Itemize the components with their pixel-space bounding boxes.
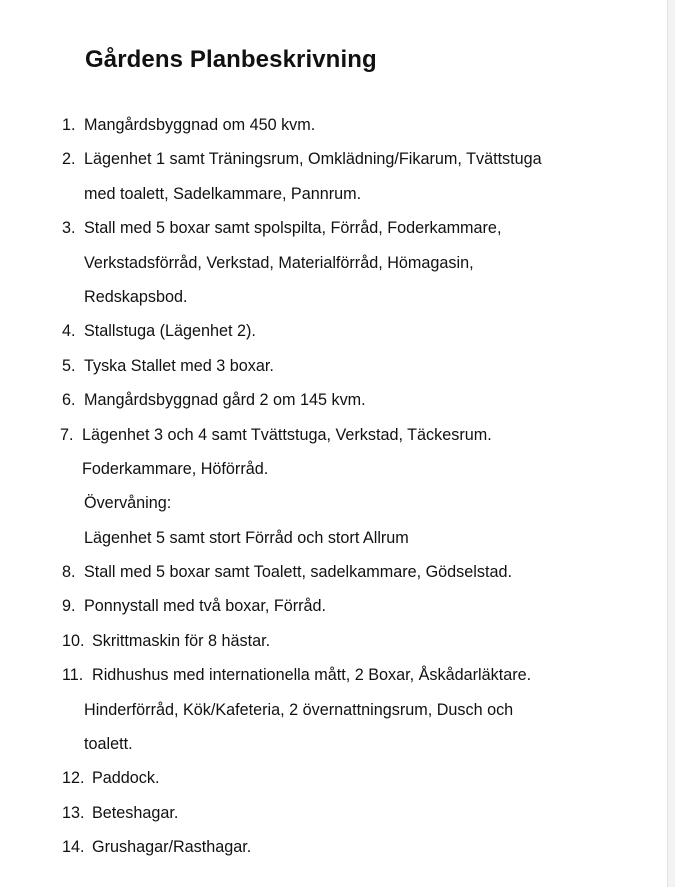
item-number: 12. [62, 769, 85, 788]
item-text: Ridhushus med internationella mått, 2 Boxar, Åskådarläktare. [92, 666, 532, 685]
item-text: Redskapsbod. [84, 287, 188, 306]
item-number: 13. [62, 803, 85, 822]
list-item-continuation [0, 521, 667, 555]
item-number: 2. [62, 150, 76, 169]
item-text: Lägenhet 1 samt Träningsrum, Omklädning/Fikarum, Tvättstuga [84, 150, 542, 169]
list-item [0, 555, 667, 589]
item-text: Mangårdsbyggnad gård 2 om 145 kvm. [84, 391, 366, 410]
list-item-continuation [0, 452, 667, 486]
item-number: 10. [62, 631, 85, 650]
item-text: Stall med 5 boxar samt Toalett, sadelkammare, Gödselstad. [84, 563, 512, 582]
item-number: 9. [62, 597, 76, 616]
list-item [0, 418, 667, 452]
item-subheading: Övervåning: [84, 494, 172, 513]
item-number: 4. [62, 322, 76, 341]
list-item-continuation [0, 693, 667, 727]
item-text: Grushagar/Rasthagar. [92, 838, 252, 857]
item-number: 8. [62, 563, 76, 582]
item-number: 14. [62, 838, 85, 857]
list-item-continuation [0, 246, 667, 280]
item-text: toalett. [84, 735, 133, 754]
item-text: Mangårdsbyggnad om 450 kvm. [84, 116, 316, 134]
list-item [0, 314, 667, 348]
item-text: Verkstadsförråd, Verkstad, Materialförråd, Hömagasin, [84, 253, 474, 272]
list-item-continuation [0, 280, 667, 314]
list-item [0, 796, 667, 830]
item-number: 11. [62, 666, 84, 685]
page-title: Gårdens Planbeskrivning [85, 46, 377, 73]
list-item [0, 658, 667, 692]
list-item [0, 624, 667, 658]
page-edge [667, 0, 675, 887]
list-item [0, 211, 667, 245]
item-text: Lägenhet 5 samt stort Förråd och stort Allrum [84, 528, 409, 547]
item-text: Foderkammare, Höförråd. [82, 459, 269, 478]
item-text: Hinderförråd, Kök/Kafeteria, 2 övernattningsrum, Dusch och [84, 700, 514, 719]
list-item-continuation [0, 727, 667, 761]
item-text: Beteshagar. [92, 803, 179, 822]
list-item [0, 108, 667, 142]
item-number: 6. [62, 391, 76, 410]
item-number: 7. [60, 425, 74, 444]
list-item [0, 761, 667, 795]
list-item-continuation [0, 486, 667, 520]
list-item [0, 383, 667, 417]
list-item [0, 589, 667, 623]
list-item [0, 142, 667, 176]
list-item [0, 349, 667, 383]
item-text: Skrittmaskin för 8 hästar. [92, 631, 271, 650]
item-number: 3. [62, 219, 76, 238]
list-item [0, 830, 667, 864]
item-text: Paddock. [92, 769, 160, 788]
item-text: med toalett, Sadelkammare, Pannrum. [84, 184, 362, 203]
item-text: Ponnystall med två boxar, Förråd. [84, 597, 327, 616]
item-number: 5. [62, 356, 76, 375]
item-number: 1. [62, 116, 76, 134]
plan-list [0, 108, 667, 865]
list-item-continuation [0, 177, 667, 211]
item-text: Lägenhet 3 och 4 samt Tvättstuga, Verkstad, Täckesrum. [82, 425, 492, 444]
item-text: Stall med 5 boxar samt spolspilta, Förråd, Foderkammare, [84, 219, 502, 238]
item-text: Stallstuga (Lägenhet 2). [84, 322, 256, 341]
item-text: Tyska Stallet med 3 boxar. [84, 356, 274, 375]
